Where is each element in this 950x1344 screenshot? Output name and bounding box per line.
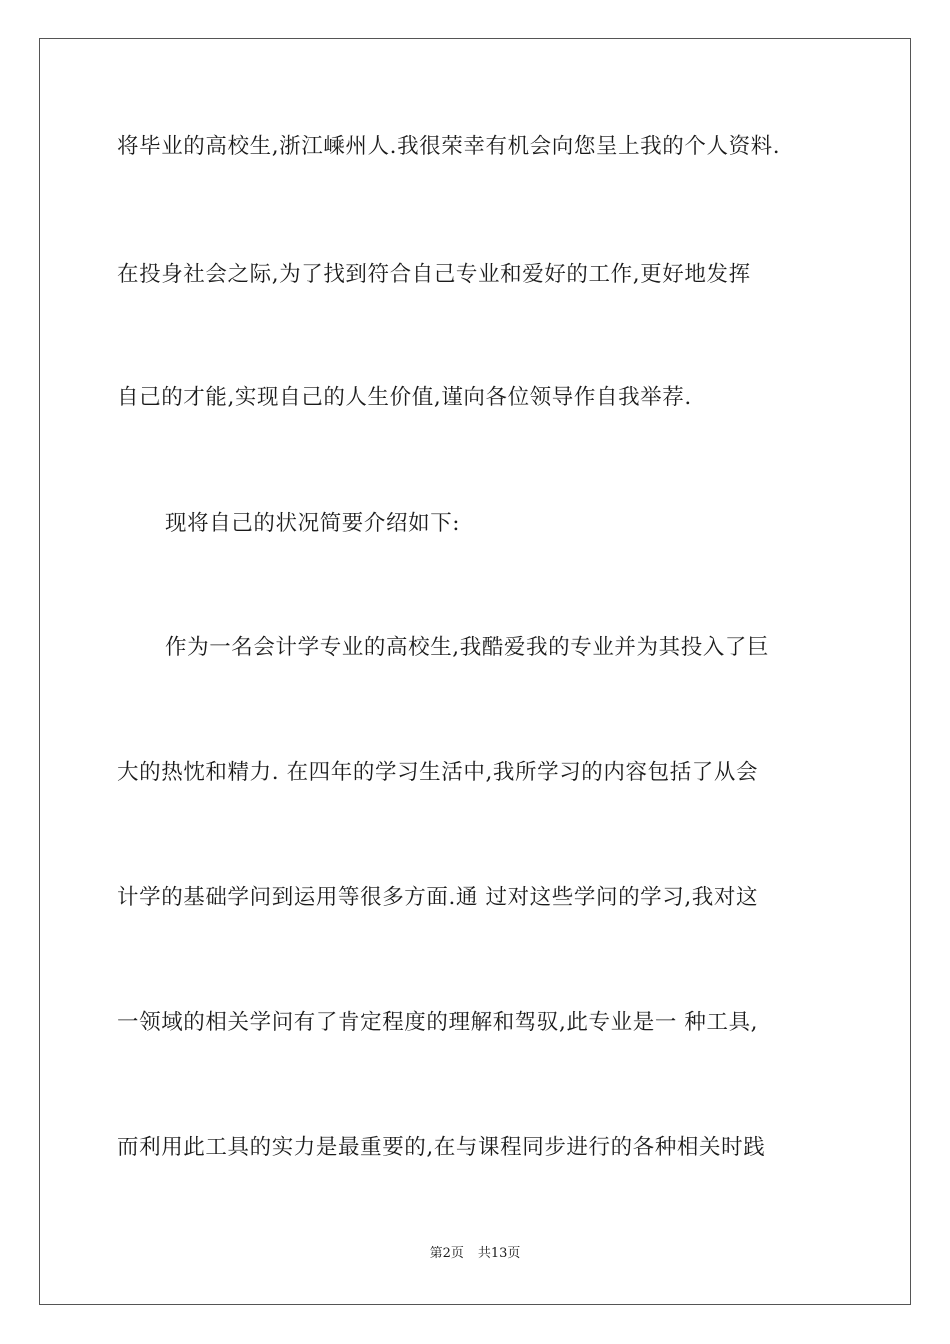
paragraph-line-6: 大的热忱和精力. 在四年的学习生活中,我所学习的内容包括了从会 bbox=[117, 760, 759, 785]
paragraph-line-1: 将毕业的高校生,浙江嵊州人.我很荣幸有机会向您呈上我的个人资料. bbox=[117, 134, 781, 159]
paragraph-line-8: 一领域的相关学问有了肯定程度的理解和驾驭,此专业是一 种工具, bbox=[117, 1010, 759, 1035]
paragraph-line-2: 在投身社会之际,为了找到符合自己专业和爱好的工作,更好地发挥 bbox=[117, 262, 751, 287]
page-number-current: 第2页 bbox=[429, 1246, 464, 1261]
page-border bbox=[39, 38, 911, 1305]
page-number-total: 共13页 bbox=[477, 1246, 521, 1261]
page-footer bbox=[0, 1245, 950, 1263]
paragraph-line-5: 作为一名会计学专业的高校生,我酷爱我的专业并为其投入了巨 bbox=[165, 635, 770, 660]
paragraph-line-3: 自己的才能,实现自己的人生价值,谨向各位领导作自我举荐. bbox=[117, 385, 692, 410]
paragraph-line-9: 而利用此工具的实力是最重要的,在与课程同步进行的各种相关时践 bbox=[117, 1135, 766, 1160]
paragraph-line-4: 现将自己的状况简要介绍如下: bbox=[165, 511, 461, 536]
paragraph-line-7: 计学的基础学问到运用等很多方面.通 过对这些学问的学习,我对这 bbox=[117, 885, 759, 910]
